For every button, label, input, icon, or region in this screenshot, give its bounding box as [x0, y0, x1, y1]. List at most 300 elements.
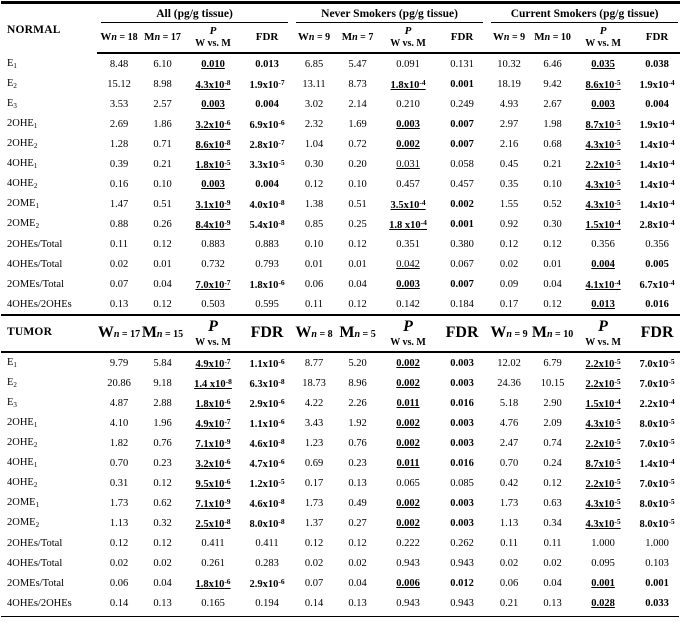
p-value-cell: 0.065 [396, 477, 420, 489]
row-label: $2OME_1$ [7, 497, 40, 510]
table-row [1, 134, 680, 154]
value-cell: 0.02 [304, 557, 324, 569]
value-cell: 0.01 [543, 258, 562, 270]
value-cell: 0.12 [153, 238, 172, 250]
fdr-value-cell: $8.0x10^{-8}$ [249, 516, 285, 530]
value-cell: 4.76 [499, 417, 519, 429]
value-cell: 0.01 [304, 258, 324, 270]
p-value-cell: $1.8x10^{-6}$ [195, 396, 231, 410]
table-row [1, 352, 680, 373]
value-cell: 0.12 [543, 238, 562, 250]
table-row [1, 74, 680, 94]
value-cell: 2.90 [543, 397, 562, 409]
value-cell: 0.21 [543, 158, 562, 170]
p-value-cell: 0.091 [396, 58, 420, 70]
table-row [1, 513, 680, 533]
value-cell: 2.09 [543, 417, 562, 429]
value-cell: 1.92 [348, 417, 367, 429]
value-cell: 0.04 [153, 577, 172, 589]
p-value-cell: 0.411 [201, 537, 225, 549]
fdr-value-cell: $7.0x10^{-5}$ [639, 476, 675, 490]
fdr-value-cell: $6.7x10^{-4}$ [639, 277, 675, 291]
p-value-cell: $1.5x10^{-4}$ [585, 217, 621, 231]
p-value-cell: 0.004 [591, 258, 615, 270]
p-value-cell: $1.8x10^{-5}$ [195, 157, 231, 171]
value-cell: 5.18 [499, 397, 519, 409]
p-value-cell: 0.457 [396, 178, 420, 190]
row-label: $2OHE_2$ [7, 138, 38, 151]
value-cell: 2.47 [499, 437, 519, 449]
p-value-cell: $4.3x10^{-5}$ [585, 416, 621, 430]
fdr-value-cell: 0.085 [450, 477, 474, 489]
value-cell: 0.74 [543, 437, 562, 449]
p-value-cell: $8.6x10^{-5}$ [585, 77, 621, 91]
group-header-2: Current Smokers (pg/g tissue) [487, 3, 680, 24]
value-cell: 0.06 [109, 577, 129, 589]
p-value-cell: $1.8x10^{-6}$ [195, 576, 231, 590]
value-cell: 0.12 [348, 537, 367, 549]
fdr-value-cell: $2.9x10^{-6}$ [249, 576, 285, 590]
table-row [1, 393, 680, 413]
col-header-m: Mn = 7 [336, 23, 379, 53]
value-cell: 0.21 [499, 597, 519, 609]
fdr-value-cell: $1.4x10^{-4}$ [639, 157, 675, 171]
p-value-cell: $3.2x10^{-6}$ [195, 117, 231, 131]
value-cell: 12.02 [497, 357, 521, 369]
value-cell: 0.52 [543, 198, 562, 210]
value-cell: 0.12 [153, 298, 172, 310]
fdr-value-cell: $1.4x10^{-4}$ [639, 456, 675, 470]
p-value-cell: 0.142 [396, 298, 420, 310]
p-value-cell: 1.4 $x10^{-8}$ [194, 376, 232, 390]
value-cell: 0.06 [304, 278, 324, 290]
value-cell: 0.12 [348, 298, 367, 310]
p-value-cell: $3.5x10^{-4}$ [390, 197, 426, 211]
col-header-m: Mn = 15 [141, 315, 184, 352]
fdr-value-cell: $4.7x10^{-6}$ [249, 456, 285, 470]
fdr-value-cell: 0.943 [450, 557, 474, 569]
fdr-value-cell: $4.6x10^{-8}$ [249, 496, 285, 510]
p-value-cell: 0.732 [201, 258, 225, 270]
row-label: $E_2$ [7, 78, 17, 91]
value-cell: 0.11 [543, 537, 562, 549]
value-cell: 15.12 [107, 78, 131, 90]
value-cell: 1.69 [348, 118, 367, 130]
fdr-value-cell: 0.001 [450, 78, 474, 90]
value-cell: 18.73 [302, 377, 326, 389]
col-header-w: Wn = 9 [487, 23, 531, 53]
row-label: $2OHE_2$ [7, 437, 38, 450]
p-value-cell: $2.2x10^{-5}$ [585, 436, 621, 450]
p-value-cell: 0.356 [591, 238, 615, 250]
p-value-cell: 0.002 [396, 517, 420, 529]
value-cell: 9.18 [153, 377, 172, 389]
value-cell: 0.10 [304, 238, 324, 250]
col-header-fdr: FDR [632, 315, 680, 352]
value-cell: 1.98 [543, 118, 562, 130]
row-label: 2OMEs/Total [7, 278, 65, 290]
value-cell: 1.37 [304, 517, 324, 529]
value-cell: 0.62 [153, 497, 172, 509]
value-cell: 0.10 [348, 178, 367, 190]
p-value-cell: 0.351 [396, 238, 420, 250]
value-cell: 1.04 [304, 138, 324, 150]
value-cell: 0.12 [348, 238, 367, 250]
fdr-value-cell: $2.8x10^{-7}$ [249, 137, 285, 151]
fdr-value-cell: 0.001 [450, 218, 474, 230]
table-row [1, 214, 680, 234]
p-value-cell: $4.3x10^{-5}$ [585, 516, 621, 530]
value-cell: 0.20 [348, 158, 367, 170]
value-cell: 1.38 [304, 198, 324, 210]
row-label: $4OHE_1$ [7, 158, 38, 171]
fdr-value-cell: $5.4x10^{-8}$ [249, 217, 285, 231]
fdr-value-cell: $1.9x10^{-7}$ [249, 77, 285, 91]
row-label: 4OHEs/2OHEs [7, 298, 72, 310]
p-value-cell: 0.002 [396, 377, 420, 389]
value-cell: 0.63 [543, 497, 562, 509]
value-cell: 5.20 [348, 357, 367, 369]
value-cell: 13.11 [302, 78, 326, 90]
fdr-value-cell: $3.3x10^{-5}$ [249, 157, 285, 171]
fdr-value-cell: 0.002 [450, 198, 474, 210]
row-label: $E_3$ [7, 397, 17, 410]
row-label: 2OMEs/Total [7, 577, 65, 589]
value-cell: 0.70 [499, 457, 519, 469]
fdr-value-cell: 0.283 [255, 557, 279, 569]
value-cell: 0.04 [153, 278, 172, 290]
fdr-value-cell: $7.0x10^{-5}$ [639, 436, 675, 450]
value-cell: 5.84 [153, 357, 172, 369]
fdr-value-cell: 0.001 [645, 577, 669, 589]
value-cell: 2.88 [153, 397, 172, 409]
p-value-cell: 0.003 [396, 118, 420, 130]
col-header-w: Wn = 17 [97, 315, 141, 352]
value-cell: 8.73 [348, 78, 367, 90]
col-header-m: Mn = 17 [141, 23, 184, 53]
value-cell: 18.19 [497, 78, 521, 90]
p-value-cell: $4.3x10^{-8}$ [195, 77, 231, 91]
value-cell: 1.55 [499, 198, 519, 210]
value-cell: 2.57 [153, 98, 172, 110]
col-header-fdr: FDR [242, 23, 292, 53]
value-cell: 0.11 [110, 238, 128, 250]
value-cell: 1.47 [109, 198, 129, 210]
p-value-cell: 1.8 $x10^{-4}$ [389, 217, 427, 231]
value-cell: 1.28 [109, 138, 129, 150]
col-header-fdr: FDR [242, 315, 292, 352]
row-label: $E_1$ [7, 57, 17, 70]
fdr-value-cell: 0.005 [645, 258, 669, 270]
p-value-cell: $3.2x10^{-6}$ [195, 456, 231, 470]
value-cell: 1.23 [304, 437, 324, 449]
value-cell: 0.02 [109, 557, 129, 569]
value-cell: 0.02 [499, 557, 519, 569]
results-table [1, 1, 680, 613]
fdr-value-cell: 0.033 [645, 597, 669, 609]
col-header-p: P W vs. M [574, 315, 632, 352]
p-value-cell: 0.165 [201, 597, 225, 609]
fdr-value-cell: 0.184 [450, 298, 474, 310]
p-value-cell: $2.5x10^{-8}$ [195, 516, 231, 530]
p-value-cell: $8.7x10^{-5}$ [585, 456, 621, 470]
fdr-value-cell: 0.380 [450, 238, 474, 250]
value-cell: 0.09 [499, 278, 519, 290]
value-cell: 1.82 [109, 437, 129, 449]
group-header-1: Never Smokers (pg/g tissue) [292, 3, 487, 24]
value-cell: 0.13 [348, 477, 367, 489]
table-row [1, 294, 680, 315]
value-cell: 10.32 [497, 58, 521, 70]
row-label: 2OHEs/Total [7, 238, 63, 250]
p-value-cell: $2.2x10^{-5}$ [585, 356, 621, 370]
value-cell: 1.73 [499, 497, 519, 509]
value-cell: 0.21 [153, 158, 172, 170]
table-row [1, 254, 680, 274]
value-cell: 0.31 [109, 477, 129, 489]
value-cell: 2.97 [499, 118, 519, 130]
value-cell: 0.25 [348, 218, 367, 230]
fdr-value-cell: $1.4x10^{-4}$ [639, 197, 675, 211]
p-value-cell: $4.9x10^{-7}$ [195, 416, 231, 430]
fdr-value-cell: 0.411 [255, 537, 279, 549]
value-cell: 8.77 [304, 357, 324, 369]
p-value-cell: $3.1x10^{-9}$ [195, 197, 231, 211]
value-cell: 0.49 [348, 497, 367, 509]
value-cell: 0.85 [304, 218, 324, 230]
value-cell: 0.39 [109, 158, 129, 170]
value-cell: 0.04 [348, 278, 367, 290]
fdr-value-cell: 0.038 [645, 58, 669, 70]
p-value-cell: $1.5x10^{-4}$ [585, 396, 621, 410]
value-cell: 0.23 [348, 457, 367, 469]
p-value-cell: 0.001 [591, 577, 615, 589]
value-cell: 2.26 [348, 397, 367, 409]
value-cell: 0.17 [304, 477, 324, 489]
value-cell: 10.15 [540, 377, 565, 389]
value-cell: 0.02 [348, 557, 367, 569]
value-cell: 0.02 [153, 557, 172, 569]
value-cell: 0.23 [153, 457, 172, 469]
fdr-value-cell: 0.131 [450, 58, 474, 70]
p-value-cell: 0.002 [396, 138, 420, 150]
table-row [1, 154, 680, 174]
row-label: 2OHEs/Total [7, 537, 63, 549]
fdr-value-cell: 0.194 [255, 597, 279, 609]
fdr-value-cell: 0.003 [450, 377, 474, 389]
value-cell: 0.16 [109, 178, 129, 190]
p-value-cell: 0.943 [396, 557, 420, 569]
p-value-cell: $4.3x10^{-5}$ [585, 197, 621, 211]
table-bottom-rule [1, 616, 679, 618]
value-cell: 2.16 [499, 138, 519, 150]
value-cell: 6.10 [153, 58, 172, 70]
p-value-cell: 0.011 [396, 397, 420, 409]
table-row [1, 94, 680, 114]
value-cell: 0.32 [153, 517, 172, 529]
value-cell: 0.42 [499, 477, 519, 489]
value-cell: 0.51 [153, 198, 172, 210]
col-header-w: Wn = 18 [97, 23, 141, 53]
section-title-normal: NORMAL [7, 24, 61, 37]
row-label: $2OHE_1$ [7, 417, 38, 430]
value-cell: 3.53 [109, 98, 129, 110]
value-cell: 0.02 [499, 258, 519, 270]
fdr-value-cell: 1.000 [645, 537, 669, 549]
p-value-cell: 0.943 [396, 597, 420, 609]
group-header-row [1, 3, 680, 24]
row-label: $4OHE_1$ [7, 457, 38, 470]
fdr-value-cell: 0.003 [450, 357, 474, 369]
p-value-cell: 0.095 [591, 557, 615, 569]
p-value-cell: 0.013 [591, 298, 615, 310]
p-value-cell: 0.503 [201, 298, 225, 310]
fdr-value-cell: 0.003 [450, 417, 474, 429]
fdr-value-cell: 0.003 [450, 437, 474, 449]
fdr-value-cell: 0.249 [450, 98, 474, 110]
value-cell: 0.02 [543, 557, 562, 569]
value-cell: 0.51 [348, 198, 367, 210]
fdr-value-cell: 0.793 [255, 258, 279, 270]
fdr-value-cell: $8.0x10^{-5}$ [639, 516, 675, 530]
fdr-value-cell: 0.016 [450, 457, 474, 469]
value-cell: 0.30 [543, 218, 562, 230]
p-value-cell: 1.000 [591, 537, 615, 549]
value-cell: 6.46 [543, 58, 562, 70]
subheader-row-tumor [1, 315, 680, 352]
value-cell: 0.06 [499, 577, 519, 589]
p-value-cell: $8.7x10^{-5}$ [585, 117, 621, 131]
value-cell: 1.13 [499, 517, 519, 529]
p-value-cell: 0.042 [396, 258, 420, 270]
p-value-cell: 0.031 [396, 158, 420, 170]
row-label: $4OHE_2$ [7, 178, 38, 191]
value-cell: 0.01 [348, 258, 367, 270]
fdr-value-cell: $4.6x10^{-8}$ [249, 436, 285, 450]
value-cell: 1.96 [153, 417, 172, 429]
fdr-value-cell: $1.9x10^{-4}$ [639, 77, 675, 91]
value-cell: 1.73 [109, 497, 129, 509]
col-header-fdr: FDR [437, 315, 487, 352]
value-cell: 0.07 [109, 278, 129, 290]
table-row [1, 174, 680, 194]
p-value-cell: $8.4x10^{-9}$ [195, 217, 231, 231]
value-cell: 2.69 [109, 118, 129, 130]
p-value-cell: 0.261 [201, 557, 225, 569]
p-value-cell: $4.3x10^{-5}$ [585, 496, 621, 510]
value-cell: 0.12 [543, 477, 562, 489]
value-cell: 0.04 [543, 577, 562, 589]
table-row [1, 553, 680, 573]
value-cell: 6.85 [304, 58, 324, 70]
fdr-value-cell: 0.067 [450, 258, 474, 270]
fdr-value-cell: $1.4x10^{-4}$ [639, 177, 675, 191]
fdr-value-cell: $7.0x10^{-5}$ [639, 356, 675, 370]
value-cell: 1.13 [109, 517, 129, 529]
p-value-cell: $4.3x10^{-5}$ [585, 137, 621, 151]
fdr-value-cell: $6.3x10^{-8}$ [249, 376, 285, 390]
table-row [1, 274, 680, 294]
value-cell: 1.86 [153, 118, 172, 130]
value-cell: 8.98 [153, 78, 172, 90]
p-value-cell: $4.9x10^{-7}$ [195, 356, 231, 370]
value-cell: 0.68 [543, 138, 562, 150]
value-cell: 9.42 [543, 78, 562, 90]
fdr-value-cell: 0.595 [255, 298, 279, 310]
value-cell: 0.30 [304, 158, 324, 170]
value-cell: 0.76 [153, 437, 172, 449]
value-cell: 20.86 [107, 377, 131, 389]
value-cell: 0.69 [304, 457, 324, 469]
fdr-value-cell: 0.013 [255, 58, 279, 70]
value-cell: 2.32 [304, 118, 324, 130]
fdr-value-cell: 0.004 [645, 98, 669, 110]
value-cell: 0.13 [109, 298, 129, 310]
table-row [1, 194, 680, 214]
value-cell: 1.73 [304, 497, 324, 509]
value-cell: 0.12 [304, 178, 324, 190]
p-value-cell: $4.1x10^{-4}$ [585, 277, 621, 291]
value-cell: 2.67 [543, 98, 562, 110]
fdr-value-cell: 0.007 [450, 278, 474, 290]
col-header-m: Mn = 10 [531, 23, 574, 53]
value-cell: 0.92 [499, 218, 519, 230]
p-value-cell: 0.883 [201, 238, 225, 250]
value-cell: 0.12 [543, 298, 562, 310]
fdr-value-cell: $1.2x10^{-5}$ [249, 476, 285, 490]
value-cell: 4.87 [109, 397, 129, 409]
row-label: $E_1$ [7, 357, 17, 370]
table-row [1, 114, 680, 134]
p-value-cell: $7.1x10^{-9}$ [195, 436, 231, 450]
value-cell: 0.27 [348, 517, 367, 529]
value-cell: 0.35 [499, 178, 519, 190]
value-cell: 24.36 [497, 377, 521, 389]
col-header-w: Wn = 9 [292, 23, 336, 53]
fdr-value-cell: $1.1x10^{-6}$ [249, 416, 285, 430]
value-cell: 0.07 [304, 577, 324, 589]
p-value-cell: 0.035 [591, 58, 615, 70]
table-row [1, 413, 680, 433]
p-value-cell: 0.002 [396, 437, 420, 449]
table-row [1, 53, 680, 74]
value-cell: 0.70 [109, 457, 129, 469]
fdr-value-cell: $4.0x10^{-8}$ [249, 197, 285, 211]
value-cell: 0.11 [305, 298, 324, 310]
col-header-m: Mn = 10 [531, 315, 574, 352]
fdr-value-cell: 0.004 [255, 178, 279, 190]
col-header-p: P W vs. M [184, 23, 242, 53]
row-label: $2OME_1$ [7, 198, 40, 211]
p-value-cell: $2.2x10^{-5}$ [585, 376, 621, 390]
fdr-value-cell: 0.003 [450, 497, 474, 509]
p-value-cell: 0.002 [396, 357, 420, 369]
fdr-value-cell: $8.0x10^{-5}$ [639, 416, 675, 430]
value-cell: 0.14 [109, 597, 129, 609]
table-row [1, 573, 680, 593]
value-cell: 0.71 [153, 138, 172, 150]
p-value-cell: 0.222 [396, 537, 420, 549]
table-row [1, 453, 680, 473]
value-cell: 0.12 [304, 537, 324, 549]
row-label: 4OHEs/2OHEs [7, 597, 72, 609]
value-cell: 3.43 [304, 417, 324, 429]
p-value-cell: 0.028 [591, 597, 615, 609]
value-cell: 0.76 [348, 437, 367, 449]
value-cell: 4.22 [304, 397, 324, 409]
value-cell: 3.02 [304, 98, 324, 110]
fdr-value-cell: $2.9x10^{-6}$ [249, 396, 285, 410]
